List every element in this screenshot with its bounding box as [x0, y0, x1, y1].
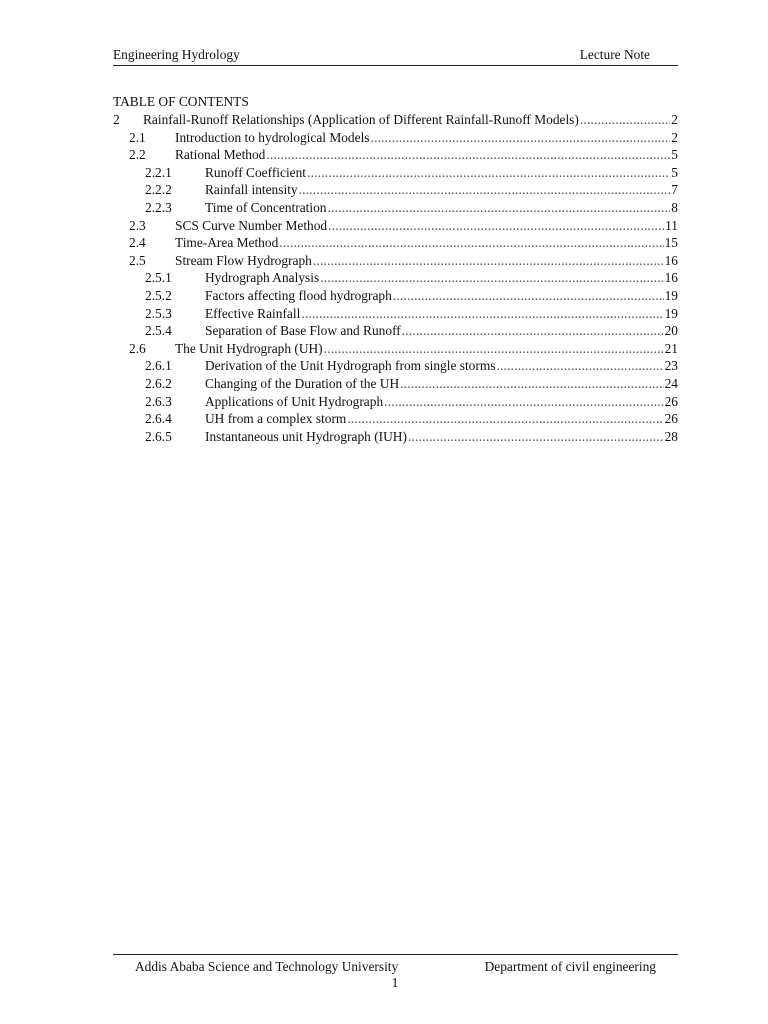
- toc-entry-number: 2.5.2: [145, 287, 172, 303]
- toc-leader-dots: [328, 217, 664, 235]
- toc-entry-title: Introduction to hydrological Models: [175, 129, 370, 145]
- toc-entry-title: Factors affecting flood hydrograph: [205, 287, 392, 303]
- toc-entry[interactable]: [113, 146, 678, 164]
- toc-entry-page: 20: [664, 323, 678, 339]
- toc-leader-dots: [301, 305, 663, 323]
- toc-entry-title: The Unit Hydrograph (UH): [175, 340, 323, 356]
- toc-entry-title: Separation of Base Flow and Runoff: [205, 323, 401, 339]
- toc-entry-title: Stream Flow Hydrograph: [175, 252, 312, 268]
- toc-entry-number: 2.4: [129, 235, 146, 251]
- toc-entry-number: 2.6.1: [145, 358, 172, 374]
- toc-entry-number: 2.2.1: [145, 164, 172, 180]
- toc-entry-title: Time-Area Method: [175, 235, 279, 251]
- toc-leader-dots: [266, 146, 670, 164]
- toc-entry-page: 26: [664, 411, 678, 427]
- toc-heading: TABLE OF CONTENTS: [113, 94, 249, 109]
- toc-leader-dots: [313, 252, 664, 270]
- toc-entry-title: Rainfall intensity: [205, 182, 298, 198]
- toc-leader-dots: [496, 357, 663, 375]
- toc-entry-title: SCS Curve Number Method: [175, 217, 328, 233]
- toc-leader-dots: [408, 428, 664, 446]
- toc-entry-number: 2.5: [129, 252, 146, 268]
- toc-entry-number: 2.5.4: [145, 323, 172, 339]
- toc-entry-title: Rational Method: [175, 147, 266, 163]
- toc-leader-dots: [299, 181, 671, 199]
- toc-entry-number: 2.3: [129, 217, 146, 233]
- toc-leader-dots: [324, 340, 664, 358]
- toc-entry-number: 2.6: [129, 340, 146, 356]
- toc-entry-page: 5: [671, 147, 678, 163]
- toc-entry-page: 2: [671, 112, 678, 127]
- toc-leader-dots: [384, 393, 663, 411]
- toc-entry-title: Effective Rainfall: [205, 305, 301, 321]
- toc-entry-title: Hydrograph Analysis: [205, 270, 320, 286]
- toc-entry-page: 21: [664, 340, 678, 356]
- toc-entry-title: Instantaneous unit Hydrograph (IUH): [205, 428, 407, 444]
- toc-leader-dots: [402, 322, 664, 340]
- toc-entry[interactable]: [113, 357, 678, 375]
- toc-entry-number: 2.1: [129, 129, 146, 145]
- toc-entry-number: 2.6.2: [145, 375, 172, 391]
- toc-entry-title: Derivation of the Unit Hydrograph from single storms: [205, 358, 496, 374]
- toc-leader-dots: [371, 129, 671, 147]
- toc-entry[interactable]: [113, 269, 678, 287]
- toc-entry-page: 2: [671, 129, 678, 145]
- toc-entry-page: 24: [664, 375, 678, 391]
- toc-entry-number: 2.2: [129, 147, 146, 163]
- toc-entry-page: 16: [664, 252, 678, 268]
- toc-entry-number: 2.2.2: [145, 182, 172, 198]
- toc-leader-dots: [393, 287, 664, 305]
- toc-entry[interactable]: [113, 322, 678, 340]
- toc-entry-number: 2.6.3: [145, 393, 172, 409]
- toc-entry-title: Changing of the Duration of the UH: [205, 375, 400, 391]
- page-number: 1: [391, 975, 399, 990]
- header-doc-type: Lecture Note: [579, 47, 650, 62]
- toc-entry-number: 2.6.4: [145, 411, 172, 427]
- toc-entry[interactable]: [113, 234, 678, 252]
- toc-entry-page: 16: [664, 270, 678, 286]
- toc-entry[interactable]: [113, 410, 678, 428]
- toc-entry-title: Time of Concentration: [205, 199, 327, 215]
- toc-entry[interactable]: [113, 181, 678, 199]
- table-of-contents: [113, 111, 678, 445]
- toc-entry-title: Applications of Unit Hydrograph: [205, 393, 384, 409]
- toc-entry-page: 19: [664, 305, 678, 321]
- toc-leader-dots: [328, 199, 671, 217]
- toc-leader-dots: [347, 410, 663, 428]
- toc-entry[interactable]: [113, 305, 678, 323]
- toc-entry[interactable]: [113, 199, 678, 217]
- page-header: [113, 47, 678, 66]
- toc-entry-title: UH from a complex storm: [205, 411, 347, 427]
- toc-entry-number: 2.5.1: [145, 270, 172, 286]
- toc-entry-page: 19: [664, 287, 678, 303]
- toc-entry-page: 5: [671, 164, 678, 180]
- toc-entry-page: 26: [664, 393, 678, 409]
- toc-entry[interactable]: [113, 375, 678, 393]
- toc-entry[interactable]: [113, 393, 678, 411]
- toc-entry[interactable]: [113, 287, 678, 305]
- toc-entry-page: 28: [664, 428, 678, 444]
- header-course-title: Engineering Hydrology: [113, 47, 240, 62]
- toc-entry-page: 8: [671, 199, 678, 215]
- toc-entry-title: Runoff Coefficient: [205, 164, 307, 180]
- toc-leader-dots: [400, 375, 663, 393]
- toc-entry-number: 2.6.5: [145, 428, 172, 444]
- toc-leader-dots: [580, 111, 670, 129]
- toc-entry-page: 23: [664, 358, 678, 374]
- toc-entry[interactable]: [113, 164, 678, 182]
- footer-department: Department of civil engineering: [484, 959, 656, 974]
- toc-entry-title: Rainfall-Runoff Relationships (Application of Different Rainfall-Runoff Models): [143, 112, 579, 127]
- footer-university: Addis Ababa Science and Technology University: [135, 959, 399, 974]
- toc-entry-number: 2: [113, 112, 120, 127]
- toc-entry[interactable]: [113, 340, 678, 358]
- toc-entry[interactable]: [113, 428, 678, 446]
- toc-entry-page: 11: [665, 217, 678, 233]
- toc-entry-number: 2.2.3: [145, 199, 172, 215]
- toc-leader-dots: [307, 164, 670, 182]
- toc-entry-number: 2.5.3: [145, 305, 172, 321]
- toc-entry[interactable]: [113, 129, 678, 147]
- toc-entry[interactable]: [113, 217, 678, 235]
- toc-entry[interactable]: [113, 111, 678, 129]
- toc-entry-page: 15: [664, 235, 678, 251]
- toc-leader-dots: [320, 269, 663, 287]
- toc-leader-dots: [279, 234, 663, 252]
- toc-entry-page: 7: [671, 182, 678, 198]
- toc-entry[interactable]: [113, 252, 678, 270]
